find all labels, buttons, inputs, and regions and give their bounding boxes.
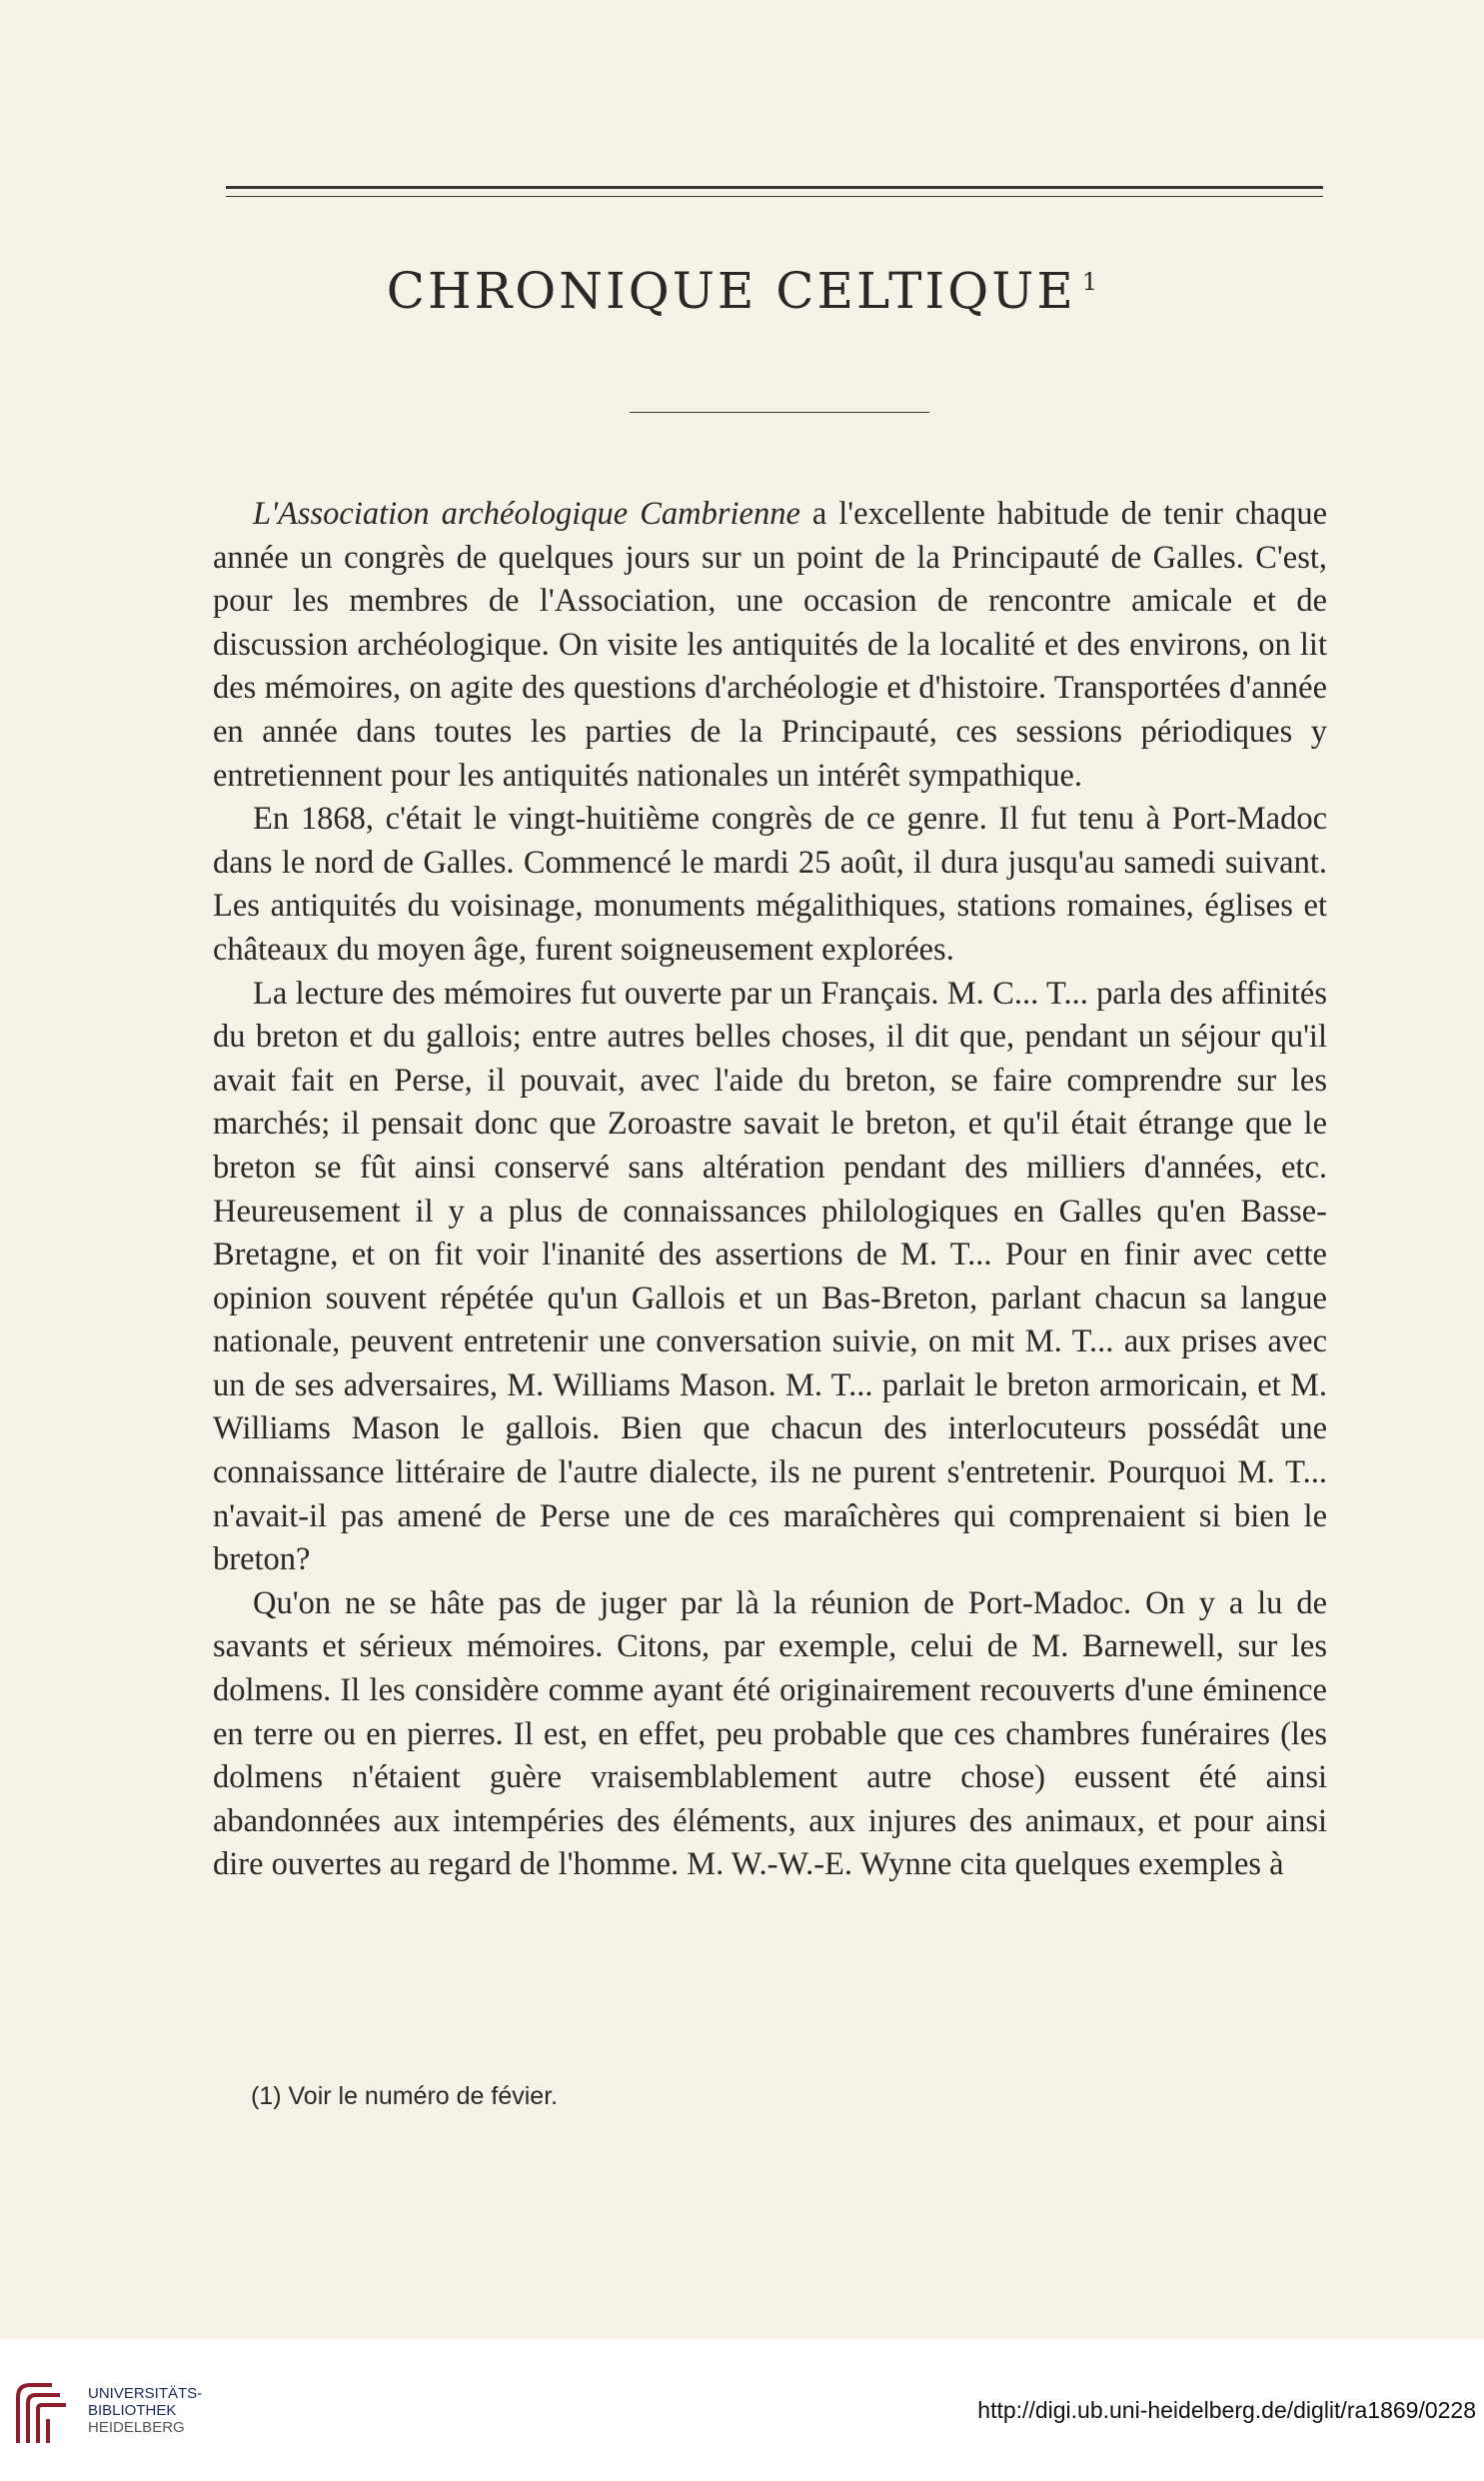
paragraph-1 [213,493,1327,798]
header-rule-thick [226,186,1323,189]
page-title [0,262,1484,320]
library-name-line-1: UNIVERSITÄTS- [88,2385,203,2402]
heidelberg-library-logo-icon[interactable] [12,2379,70,2449]
paragraph-2 [213,798,1327,972]
footnote: (1) Voir le numéro de févier. [251,2082,559,2110]
header-rule-thin [226,196,1323,197]
title-footnote-mark: 1 [1081,268,1098,297]
paragraph-2-text: En 1868, c'était le vingt-huitième congrès de ce genre. Il fut tenu à Port-Madoc dans le nord de Galles. Commencé le mardi 25 août, il dura jusqu'au samedi suivant. Les antiquités du voisinage, monuments mégalithiques, stations romaines, églises et châteaux du moyen âge, furent soigneusement explorées. [213,801,1327,968]
title-divider [630,412,929,413]
article-body [213,493,1327,1887]
paragraph-3-text: La lecture des mémoires fut ouverte par un Français. M. C... T... parla des affinités du breton et du gallois; entre autres belles choses, il dit que, pendant un séjour qu'il avait fait en Perse, il pouvait, avec l'aide du breton, se faire comprendre sur les marchés; il pensait donc que Zoroastre savait le breton, et qu'il était étrange que le breton se fût ainsi conservé sans altération pendant des milliers d'années, etc. Heureusement il y a plus de connaissances philologiques en Galles qu'en Basse-Bretagne, et on fit voir l'inanité des assertions de M. T... Pour en finir avec cette opinion souvent répétée qu'un Gallois et un Bas-Breton, parlant chacun sa langue nationale, peuvent entretenir une conversation suivie, on mit M. T... aux prises avec un de ses adversaires, M. Williams Mason. M. T... parlait le breton armoricain, et M. Williams Mason le gallois. Bien que chacun des interlocuteurs possédât une connaissance littéraire de l'autre dialecte, ils ne purent s'entretenir. Pourquoi M. T... n'avait-il pas amené de Perse une de ces maraîchères qui comprenaient si bien le breton? [213,975,1327,1578]
paragraph-1-text: a l'excellente habitude de tenir chaque année un congrès de quelques jours sur un point de la Principauté de Galles. C'est, pour les membres de l'Association, une occasion de rencontre amicale et de discussion archéologique. On visite les antiquités de la localité et des environs, on lit des mémoires, on agite des questions d'archéologie et d'histoire. Transportées d'année en année dans toutes les parties de la Principauté, ces sessions périodiques y entretiennent pour les antiquités nationales un intérêt sympathique. [213,496,1327,794]
library-name-line-2: BIBLIOTHEK [88,2402,177,2419]
paragraph-3 [213,973,1327,1582]
paragraph-1-italic: L'Association archéologique Cambrienne [253,496,800,532]
permalink-url[interactable]: http://digi.ub.uni-heidelberg.de/diglit/ra1869/0228 [977,2397,1476,2423]
paragraph-4 [213,1582,1327,1887]
paragraph-4-text: Qu'on ne se hâte pas de juger par là la réunion de Port-Madoc. On y a lu de savants et sérieux mémoires. Citons, par exemple, celui de M. Barnewell, sur les dolmens. Il les considère comme ayant été originairement recouverts d'une éminence en terre ou en pierres. Il est, en effet, peu probable que ces chambres funéraires (les dolmens n'étaient guère vraisemblablement autre chose) eussent été ainsi abandonnées aux intempéries des éléments, aux injures des animaux, et pour ainsi dire ouvertes au regard de l'homme. M. W.-W.-E. Wynne cita quelques exemples à [213,1584,1327,1883]
title-text: CHRONIQUE CELTIQUE [386,262,1076,320]
library-name-line-3: HEIDELBERG [88,2419,185,2436]
viewer-footer [0,2339,1484,2481]
library-name [88,2385,202,2436]
